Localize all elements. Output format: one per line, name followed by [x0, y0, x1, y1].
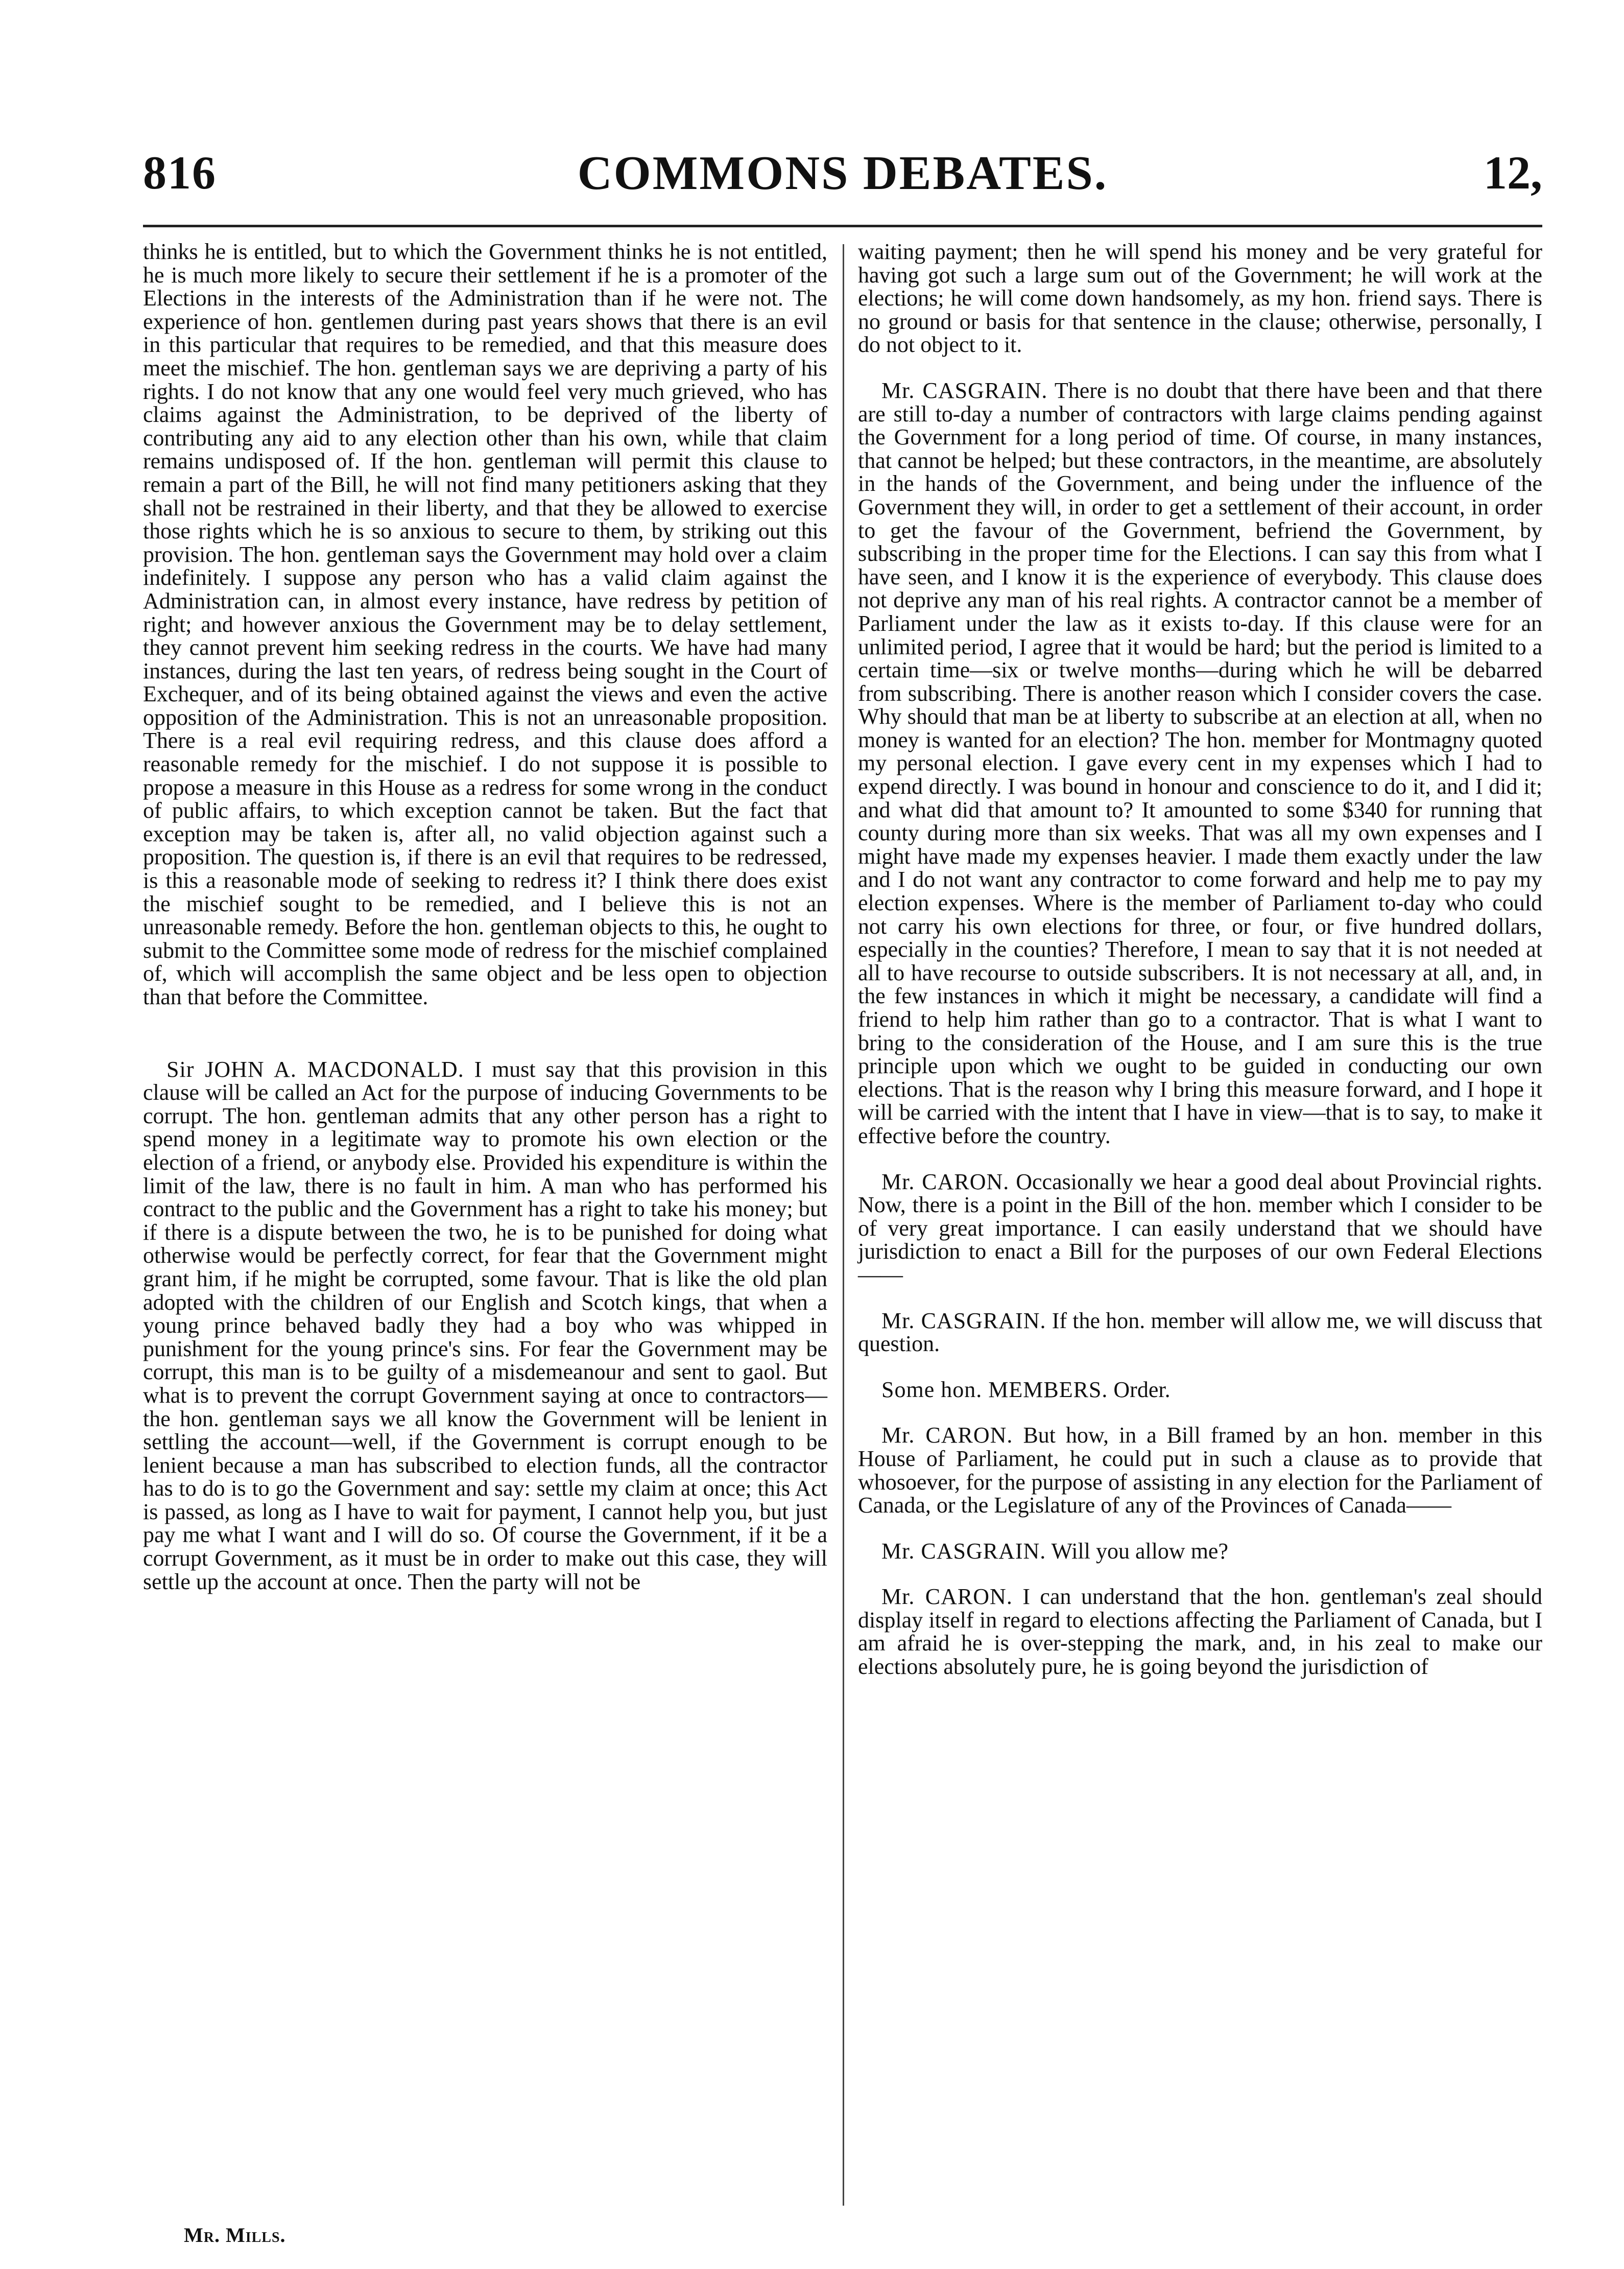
speaker-name: Mr. CARON. [881, 1584, 1013, 1610]
paragraph [858, 240, 1542, 357]
right-column [858, 240, 1542, 1679]
paragraph-text: Occasionally we hear a good deal about Provincial rights. Now, there is a point in the Bill of the hon. member which I consider to be of very great importance. I can easily understand that we should have jurisdiction to enact a Bill for the purposes of our own Federal Elections—— [858, 1169, 1542, 1287]
paragraph-text: Order. [1113, 1377, 1171, 1402]
speaker-name: Mr. CASGRAIN. [881, 1538, 1046, 1564]
speaker-name: Some hon. MEMBERS. [881, 1377, 1108, 1402]
speaker-name: Sir JOHN A. MACDONALD. [166, 1056, 464, 1082]
paragraph-text: But how, in a Bill framed by an hon. member in this House of Parliament, he could put in such a clause as to provide that whosoever, for the purpose of assisting in any election for the Parliament of Canada, or the Legislature of any of the Provinces of Canada—— [858, 1423, 1543, 1518]
column-divider [843, 244, 844, 2206]
paragraph [858, 379, 1542, 1148]
speaker-name: Mr. CARON. [881, 1423, 1013, 1448]
paragraph [858, 1424, 1542, 1517]
paragraph [143, 1058, 827, 1594]
paragraph-text: waiting payment; then he will spend his money and be very grateful for having got such a large sum out of the Government; he will work at the elections; he will come down handsomely, as my hon. friend says. There is no ground or basis for that sentence in the clause; otherwise, personally, I do not object to it. [858, 239, 1542, 358]
paragraph-text: Will you allow me? [1051, 1538, 1228, 1564]
left-column [143, 240, 827, 1593]
speaker-name: Mr. CARON. [881, 1169, 1010, 1194]
paragraph-text: thinks he is entitled, but to which the Government thinks he is not entitled, he is much more likely to secure their settlement if he is a promoter of the Elections in the interests of the Administration than if he were not. The experience of hon. gentlemen during past years shows that there is an evil in this particular that requires to be remedied, and that this measure does meet the mischief. The hon. gentleman says we are depriving a party of his rights. I do not know that any one would feel very much grieved, who has claims against the Administration, to be deprived of the liberty of contributing any aid to any election other than his own, while that claim remains undisposed of. If the hon. gentleman will permit this clause to remain a part of the Bill, he will not find many petitioners asking that they shall not be restrained in their liberty, and that they be allowed to exercise those rights which he is so anxious to secure to them, by striking out this provision. The hon. gentleman says the Government may hold over a claim indefinitely. I suppose any person who has a valid claim against the Administration can, in almost every instance, have redress by petition of right; and however anxious the Government may be to delay settlement, they cannot prevent him seeking redress in the courts. We have had many instances, during the last ten years, of redress being sought in the Court of Exchequer, and of its being obtained against the views and even the active opposition of the Administration. This is not an unreasonable proposition. There is a real evil requiring redress, and this clause does afford a reasonable remedy for the mischief. I do not suppose it is possible to propose a measure in this House as a redress for some wrong in the conduct of public affairs, to which exception cannot be taken. But the fact that exception may be taken is, after all, no valid objection against such a proposition. The question is, if there is an evil that requires to be redressed, is this a reasonable mode of seeking to redress it? I think there does exist the mischief sought to be remedied, and I believe this is not an unreasonable remedy. Before the hon. gentleman objects to this, he ought to submit to the Committee some mode of redress for the mischief complained of, which will accomplish the same object and be less open to objection than that before the Committee. [143, 239, 827, 1009]
paragraph [858, 1585, 1542, 1678]
paragraph-text: If the hon. member will allow me, we will discuss that question. [858, 1308, 1543, 1357]
paragraph [858, 1170, 1542, 1287]
paragraph [858, 1309, 1542, 1356]
header-rule [143, 225, 1542, 227]
paragraph-text: I can understand that the hon. gentleman's zeal should display itself in regard to elections affecting the Parliament of Canada, but I am afraid he is over-stepping the mark, and, in his zeal to make our elections absolutely pure, he is going beyond the jurisdiction of [858, 1584, 1542, 1680]
speaker-name: Mr. CASGRAIN. [881, 1308, 1046, 1333]
paragraph [143, 240, 827, 1009]
paragraph-text: I must say that this provision in this clause will be called an Act for the purpose of inducing Governments to be corrupt. The hon. gentleman admits that any other person has a right to spend money in a legitimate way to promote his own election or the election of a friend, or anybody else. Provided his expenditure is within the limit of the law, there is no fault in him. A man who has performed his contract to the public and the Government has a right to take his money; but if there is a dispute between the two, he is to be punished for doing what otherwise would be perfectly correct, for fear that the Government might grant him, if he might be corrupted, some favour. That is like the old plan adopted with the children of our English and Scotch kings, that when a young prince behaved badly they had a boy who was whipped in punishment for the young prince's sins. For fear the Government may be corrupt, this man is to be guilty of a misdemeanour and sent to gaol. But what is to prevent the corrupt Government saying at once to contractors—the hon. gentleman says we all know the Government will be lenient in settling the account—well, if the Government is corrupt enough to be lenient because a man has subscribed to election funds, all the contractor has to do is to go the Government and say: settle my claim at once; this Act is passed, as long as I have to wait for payment, I cannot help you, but just pay me what I want and I will do so. Of course the Government, if it be a corrupt Government, as it must be in order to make out this case, they will settle up the account at once. Then the party will not be [143, 1056, 828, 1594]
running-title: COMMONS DEBATES. [577, 147, 1108, 200]
speaker-name: Mr. CASGRAIN. [881, 377, 1048, 403]
paragraph-text: There is no doubt that there have been and that there are still to-day a number of contractors with large claims pending against the Government for a long period of time. Of course, in many instances, that cannot be helped; but these contractors, in the meantime, are absolutely in the hands of the Government, and being under the influence of the Government they will, in order to get a settlement of their account, in order to get the favour of the Government, befriend the Government, by subscribing in the proper time for the Elections. I can say this from what I have seen, and I know it is the experience of everybody. This clause does not deprive any man of his real rights. A contractor cannot be a member of Parliament under the law as it exists to-day. If this clause were for an unlimited period, I agree that it would be hard; but the period is limited to a certain time—six or twelve months—during which he will be debarred from subscribing. There is another reason which I consider covers the case. Why should that man be at liberty to subscribe at an election at all, when no money is wanted for an election? The hon. member for Montmagny quoted my personal election. I gave every cent in my expenses which I had to expend directly. I was bound in honour and conscience to do it, and I did it; and what did that amount to? It amounted to some $340 for running that county during more than six weeks. That was all my own expenses and I might have made my expenses heavier. I made them exactly under the law and I do not want any contractor to come forward and help me to pay my election expenses. Where is the member of Parliament to-day who could not carry his own elections for three, or four, or five hundred dollars, especially in the counties? Therefore, I mean to say that it is not needed at all to have recourse to outside subscribers. It is not necessary at all, and, in the few instances in which it might be necessary, a candidate will find a friend to help him rather than go to a contractor. That is what I want to bring to the consideration of the House, and I am sure this is the true principle upon which we ought to be guided in conducting our own elections. That is the reason why I bring this measure forward, and I hope it will be carried with the intent that I have in view—that is to say, to make it effective before the country. [858, 377, 1542, 1148]
page-number: 816 [143, 147, 217, 199]
page-header [143, 140, 1542, 212]
paragraph [858, 1540, 1542, 1563]
paragraph [858, 1378, 1542, 1402]
date-fragment: 12, [1484, 147, 1542, 199]
footer-signature: Mr. Mills. [184, 2224, 286, 2247]
